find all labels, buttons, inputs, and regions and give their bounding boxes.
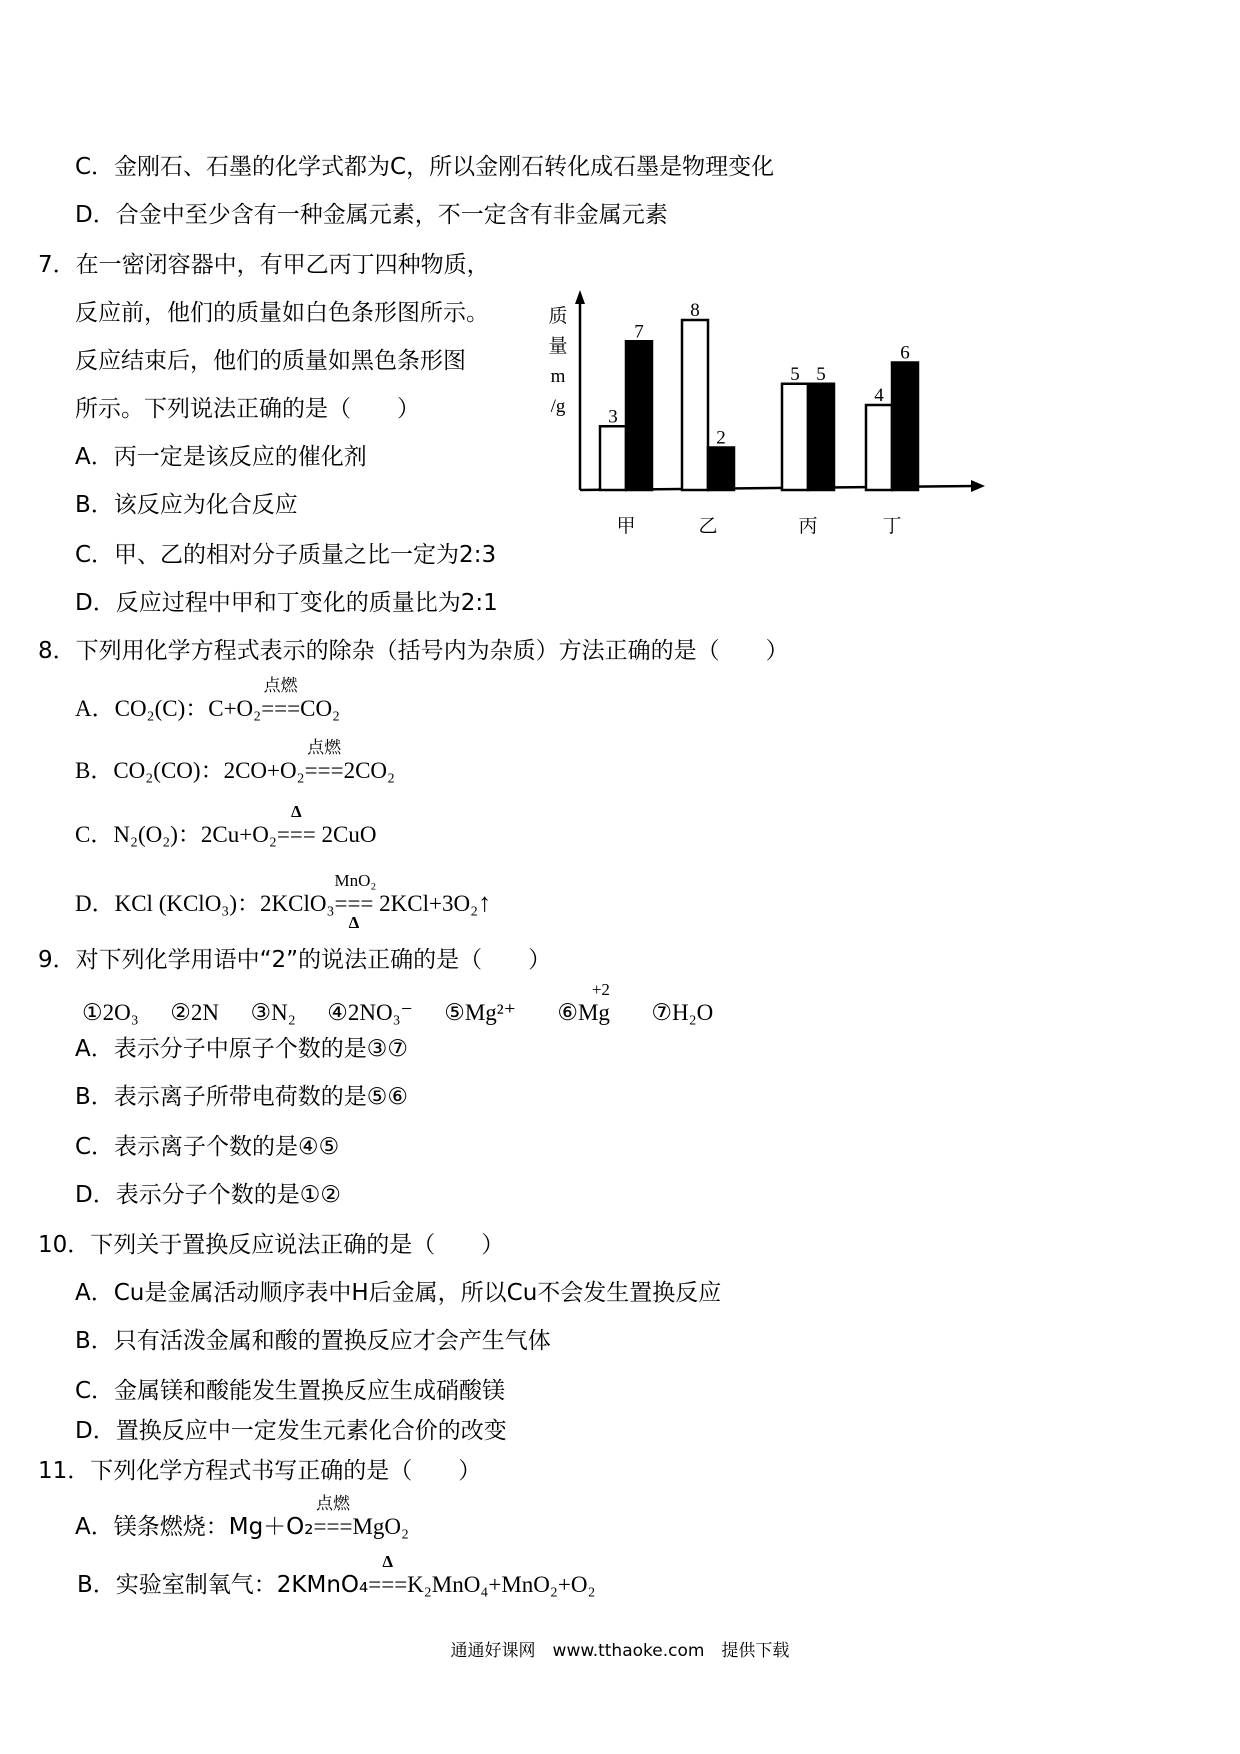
q8-b-left: B．CO₂(CO)：2CO+O₂ — [75, 758, 305, 783]
q11-option-b — [77, 1552, 596, 1600]
y-axis-arrow — [575, 290, 585, 304]
q9-option-d: D．表示分子个数的是①② — [75, 1182, 341, 1208]
q10-option-b: B．只有活泼金属和酸的置换反应才会产生气体 — [75, 1328, 551, 1354]
q11-b-sign: === — [368, 1572, 408, 1597]
q9-item-6: ⑥Mg — [557, 1000, 610, 1025]
y-axis-label-1: 质 — [548, 306, 568, 327]
category-label-丁: 丁 — [882, 516, 902, 537]
q9-option-b: B．表示离子所带电荷数的是⑤⑥ — [75, 1084, 409, 1110]
q8-b-right: 2CO₂ — [343, 758, 396, 783]
category-label-甲: 甲 — [616, 516, 636, 537]
bar-乙-after — [708, 448, 734, 491]
q9-item-1: ①2O₃ — [82, 1000, 139, 1025]
bar-丙-after — [808, 384, 834, 490]
q9-option-a: A．表示分子中原子个数的是③⑦ — [75, 1036, 408, 1062]
q8-a-left: A．CO₂(C)：C+O₂ — [75, 696, 262, 721]
q6-option-d: D．合金中至少含有一种金属元素，不一定含有非金属元素 — [75, 202, 668, 228]
q7-option-b: B．该反应为化合反应 — [75, 492, 298, 518]
mass-bar-chart — [540, 290, 1000, 550]
q8-a-sign: === — [261, 696, 301, 721]
q9-stem: 9．对下列化学用语中“2”的说法正确的是（ ） — [38, 947, 552, 973]
q8-c-right: 2CuO — [321, 822, 377, 847]
q7-option-d: D．反应过程中甲和丁变化的质量比为2:1 — [75, 590, 498, 616]
q8-c-sign: === — [276, 822, 316, 847]
q8-d-right: 2KCl+3O₂ — [379, 891, 479, 916]
q8-d-gas-arrow: ↑ — [478, 888, 492, 917]
q7-stem-line4: 所示。下列说法正确的是（ ） — [75, 396, 420, 422]
bar-label-丁-before: 4 — [874, 385, 884, 406]
bar-丙-before — [782, 384, 808, 490]
q11-stem: 11．下列化学方程式书写正确的是（ ） — [38, 1458, 482, 1484]
q9-item-6-valence: +2 — [591, 980, 610, 999]
q11-a-left: A．镁条燃烧：Mg＋O₂ — [75, 1514, 314, 1540]
q10-option-a: A．Cu是金属活动顺序表中H后金属，所以Cu不会发生置换反应 — [75, 1280, 722, 1306]
bar-label-甲-before: 3 — [608, 406, 618, 428]
x-axis-arrow — [971, 480, 985, 492]
bar-label-丁-after: 6 — [900, 342, 910, 364]
q7-option-c: C．甲、乙的相对分子质量之比一定为2:3 — [75, 542, 497, 568]
q7-option-a: A．丙一定是该反应的催化剂 — [75, 444, 367, 470]
q8-option-b — [75, 738, 396, 786]
q8-c-left: C．N₂(O₂)：2Cu+O₂ — [75, 822, 277, 847]
q9-item-7: ⑦H₂O — [651, 1000, 714, 1025]
q8-c-condition: Δ — [290, 802, 302, 821]
q7-stem-line1: 7．在一密闭容器中，有甲乙丙丁四种物质， — [38, 252, 490, 278]
page-footer: 通通好课网 www.tthaoke.com 提供下载 — [450, 1641, 790, 1661]
q11-a-condition: 点燃 — [315, 1494, 350, 1513]
q10-stem: 10．下列关于置换反应说法正确的是（ ） — [38, 1232, 505, 1258]
q8-stem: 8．下列用化学方程式表示的除杂（括号内为杂质）方法正确的是（ ） — [38, 638, 789, 664]
q8-b-sign: === — [304, 758, 344, 783]
bar-丁-before — [866, 405, 892, 490]
q10-option-d: D．置换反应中一定发生元素化合价的改变 — [75, 1418, 507, 1444]
q11-b-right: K₂MnO₄+MnO₂+O₂ — [407, 1572, 596, 1597]
q9-item-5: ⑤Mg²⁺ — [444, 1000, 516, 1025]
q8-option-a — [75, 676, 341, 724]
q8-d-condition-bottom: Δ — [348, 913, 360, 932]
q11-b-condition: Δ — [382, 1552, 394, 1571]
q6-option-c: C．金刚石、石墨的化学式都为C，所以金刚石转化成石墨是物理变化 — [75, 154, 775, 180]
bar-label-丙-after: 5 — [816, 363, 826, 385]
q9-item-2: ②2N — [170, 1000, 219, 1025]
q11-b-left: B．实验室制氧气：2KMnO₄ — [77, 1572, 369, 1598]
q7-stem-line2: 反应前，他们的质量如白色条形图所示。 — [75, 300, 489, 326]
bar-甲-after — [626, 341, 652, 490]
q9-item-3: ③N₂ — [250, 1000, 296, 1025]
bar-label-乙-after: 2 — [716, 427, 726, 449]
bar-甲-before — [600, 426, 626, 490]
bar-label-乙-before: 8 — [690, 300, 700, 321]
bar-label-甲-after: 7 — [634, 321, 644, 343]
q8-option-d — [75, 871, 492, 932]
q9-option-c: C．表示离子个数的是④⑤ — [75, 1134, 340, 1160]
q8-a-condition: 点燃 — [263, 676, 298, 695]
bar-丁-after — [892, 363, 918, 491]
q8-d-left: D．KCl (KClO₃)：2KClO₃ — [75, 891, 335, 916]
q8-d-sign: === — [334, 891, 374, 916]
q8-option-c — [75, 802, 377, 850]
bar-label-丙-before: 5 — [790, 363, 800, 385]
category-label-丙: 丙 — [798, 516, 818, 537]
q8-b-condition: 点燃 — [307, 738, 342, 757]
q11-a-right: MgO₂ — [352, 1514, 410, 1539]
q9-item-4: ④2NO₃⁻ — [327, 1000, 413, 1025]
q9-item-list — [82, 980, 714, 1028]
q10-option-c: C．金属镁和酸能发生置换反应生成硝酸镁 — [75, 1378, 506, 1404]
bar-乙-before — [682, 320, 708, 490]
q11-a-sign: === — [313, 1514, 353, 1539]
q8-d-condition-top: MnO₂ — [334, 871, 377, 890]
q7-stem-line3: 反应结束后，他们的质量如黑色条形图 — [75, 348, 466, 374]
q8-a-right: CO₂ — [300, 696, 341, 721]
category-label-乙: 乙 — [698, 516, 718, 537]
y-axis-label-4: /g — [550, 396, 566, 417]
q11-option-a — [75, 1494, 410, 1542]
y-axis-label-2: 量 — [548, 336, 568, 357]
y-axis-label-3: m — [550, 366, 566, 387]
